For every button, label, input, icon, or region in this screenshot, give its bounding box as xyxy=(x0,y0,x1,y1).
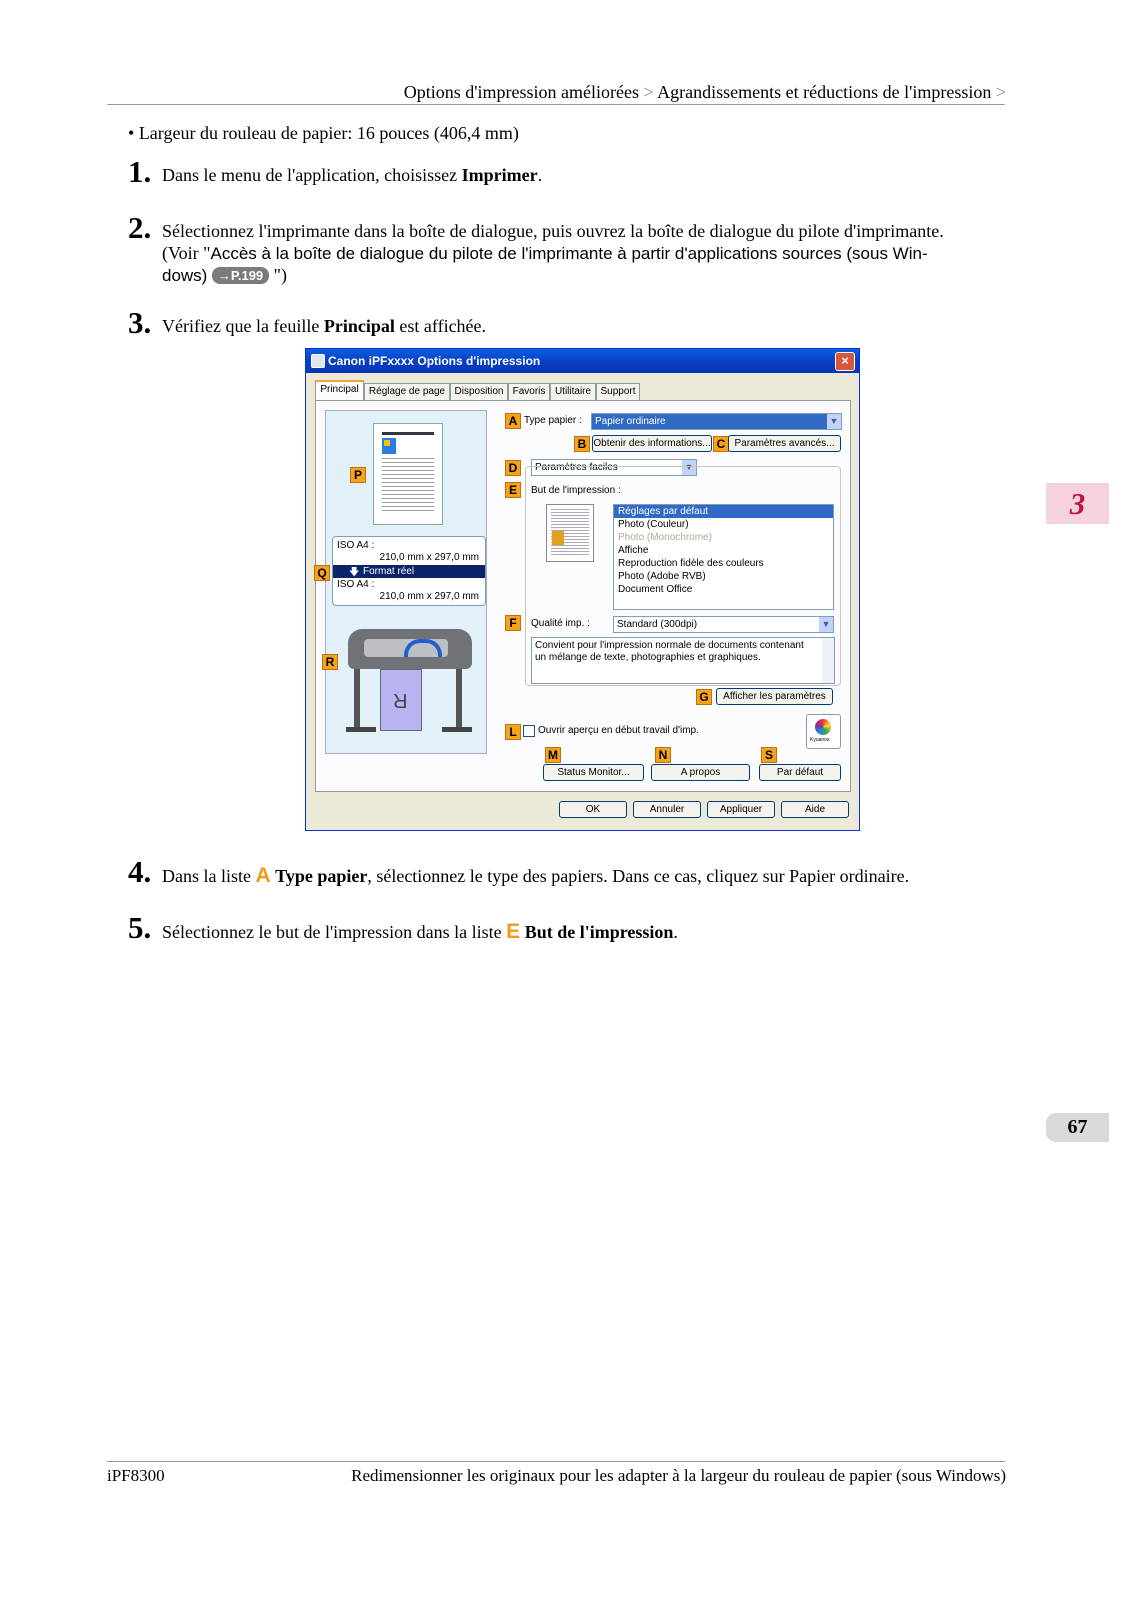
cross-reference-link[interactable]: Accès à la boîte de dialogue du pilote de l'imprimante à partir d'applications sources (sous Win- xyxy=(210,244,928,263)
breadcrumb-item: Options d'impression améliorées xyxy=(403,82,639,102)
par-defaut-button[interactable]: Par défaut xyxy=(759,764,841,781)
callout-n: N xyxy=(655,747,671,763)
step-keyword: Imprimer xyxy=(461,165,538,185)
chapter-tab[interactable]: 3 xyxy=(1046,483,1109,524)
format-reel-row: 🡇 Format réel xyxy=(333,565,485,578)
list-item[interactable]: Affiche xyxy=(618,545,649,556)
chevron-down-icon: ▼ xyxy=(682,460,696,475)
breadcrumb xyxy=(404,82,1006,103)
apercu-checkbox[interactable] xyxy=(523,725,535,737)
step-text: (Voir "Accès à la boîte de dialogue du pilote de l'imprimante à partir d'applications sources (sous Win- xyxy=(162,243,928,263)
callout-p: P xyxy=(350,467,366,483)
breadcrumb-separator: > xyxy=(643,82,654,102)
bullet-dot: • xyxy=(128,123,139,143)
aide-button[interactable]: Aide xyxy=(781,801,849,818)
footer-section-title: Redimensionner les originaux pour les adapter à la largeur du rouleau de papier (sous Windows) xyxy=(351,1466,1006,1485)
step-text: Sélectionnez l'imprimante dans la boîte de dialogue, puis ouvrez la boîte de dialogue du pilote d'imprimante. xyxy=(162,221,944,241)
print-options-dialog xyxy=(305,348,860,831)
step-text: dows) →P.199 ") xyxy=(162,265,287,285)
callout-s: S xyxy=(761,747,777,763)
afficher-parametres-button[interactable]: Afficher les paramètres xyxy=(716,688,833,705)
chevron-down-icon: ▼ xyxy=(819,617,833,632)
paper-size-box xyxy=(332,536,486,606)
size-value: 210,0 mm x 297,0 mm xyxy=(379,552,479,563)
callout-e: E xyxy=(505,482,521,498)
step-number: 2. xyxy=(128,210,152,245)
callout-d: D xyxy=(505,460,521,476)
dialog-title: Canon iPFxxxx Options d'impression xyxy=(328,354,541,368)
a-propos-button[interactable]: A propos xyxy=(651,764,750,781)
list-item[interactable]: Reproduction fidèle des couleurs xyxy=(618,558,764,569)
callout-l: L xyxy=(505,724,521,740)
header-divider xyxy=(107,104,1005,105)
page-number: 67 xyxy=(1046,1113,1109,1142)
callout-b: B xyxy=(574,436,590,452)
close-button[interactable]: × xyxy=(835,352,855,371)
tab-principal[interactable]: Principal xyxy=(315,380,364,403)
step-keyword: Type papier xyxy=(275,866,368,886)
cross-reference-link[interactable]: dows) xyxy=(162,266,208,285)
but-impression-list[interactable] xyxy=(613,504,834,610)
mode-select[interactable]: Paramètres faciles ▼ xyxy=(531,459,697,476)
size-value: 210,0 mm x 297,0 mm xyxy=(379,591,479,602)
chevron-down-icon: ▼ xyxy=(827,414,841,429)
preview-panel xyxy=(317,410,487,754)
printer-illustration xyxy=(344,621,476,743)
status-monitor-button[interactable]: Status Monitor... xyxy=(543,764,644,781)
document-thumbnail xyxy=(546,504,594,562)
callout-letter: E xyxy=(506,920,521,943)
callout-g: G xyxy=(696,689,712,705)
tab-disposition[interactable]: Disposition xyxy=(450,383,508,400)
bullet-item xyxy=(128,123,519,144)
step-number: 3. xyxy=(128,305,152,340)
dialog-titlebar xyxy=(306,349,859,373)
obtenir-informations-button[interactable]: Obtenir des informations... xyxy=(592,435,712,452)
parametres-avances-button[interactable]: Paramètres avancés... xyxy=(728,435,841,452)
list-item: Photo (Monochrome) xyxy=(618,532,712,543)
size-label: ISO A4 : xyxy=(337,540,375,551)
step-text: Dans le menu de l'application, choisissez Imprimer. xyxy=(162,165,543,185)
footer-divider xyxy=(107,1461,1005,1462)
step-keyword: But de l'impression xyxy=(524,922,674,942)
list-item[interactable]: Photo (Adobe RVB) xyxy=(618,571,706,582)
page-reference-badge[interactable]: →P.199 xyxy=(212,267,269,284)
arrow-down-icon: 🡇 xyxy=(349,567,360,578)
step-keyword: Principal xyxy=(323,316,395,336)
ok-button[interactable]: OK xyxy=(559,801,627,818)
text-lines xyxy=(382,458,434,514)
qualite-select[interactable]: Standard (300dpi) ▼ xyxy=(613,616,834,633)
but-impression-label: But de l'impression : xyxy=(531,485,621,496)
tab-favoris[interactable]: Favoris xyxy=(508,383,550,400)
breadcrumb-separator: > xyxy=(995,82,1006,102)
breadcrumb-item: Agrandissements et réductions de l'impression xyxy=(657,82,992,102)
callout-q: Q xyxy=(314,565,330,581)
color-wheel-icon xyxy=(815,719,831,735)
callout-r: R xyxy=(322,654,338,670)
tab-utilitaire[interactable]: Utilitaire xyxy=(550,383,596,400)
step-number: 4. xyxy=(128,854,152,889)
description-box: Convient pour l'impression normale de documents contenant un mélange de texte, photographies et graphiques. xyxy=(531,637,835,684)
output-sheet: R xyxy=(380,669,422,731)
apercu-label: Ouvrir aperçu en début travail d'imp. xyxy=(538,725,699,736)
appliquer-button[interactable]: Appliquer xyxy=(707,801,775,818)
qualite-label: Qualité imp. : xyxy=(531,618,590,629)
annuler-button[interactable]: Annuler xyxy=(633,801,701,818)
tab-reglage-de-page[interactable]: Réglage de page xyxy=(364,383,450,400)
list-item[interactable]: Photo (Couleur) xyxy=(618,519,689,530)
callout-c: C xyxy=(713,436,729,452)
photo-icon xyxy=(552,531,564,545)
step-number: 5. xyxy=(128,910,152,945)
page-preview xyxy=(373,423,443,525)
list-item[interactable]: Document Office xyxy=(618,584,693,595)
type-papier-select[interactable]: Papier ordinaire ▼ xyxy=(591,413,842,430)
kyuanos-button[interactable]: Kyuanos xyxy=(806,714,841,749)
footer-model: iPF8300 xyxy=(107,1466,165,1485)
callout-f: F xyxy=(505,615,521,631)
size-label: ISO A4 : xyxy=(337,579,375,590)
bullet-text: Largeur du rouleau de papier: 16 pouces (406,4 mm) xyxy=(138,123,519,143)
tab-support[interactable]: Support xyxy=(596,383,640,400)
step-number: 1. xyxy=(128,154,152,189)
step-text: Sélectionnez le but de l'impression dans la liste E But de l'impression. xyxy=(162,920,678,943)
step-text: Dans la liste A Type papier, sélectionnez le type des papiers. Dans ce cas, cliquez sur Papier ordinaire. xyxy=(162,864,910,887)
list-item[interactable]: Réglages par défaut xyxy=(614,505,833,518)
callout-m: M xyxy=(545,747,561,763)
callout-letter: A xyxy=(255,864,271,887)
callout-a: A xyxy=(505,413,521,429)
type-papier-label: Type papier : xyxy=(524,415,582,426)
scrollbar[interactable] xyxy=(822,638,834,683)
step-text: Vérifiez que la feuille Principal est affichée. xyxy=(162,316,487,336)
printer-icon xyxy=(311,354,325,368)
